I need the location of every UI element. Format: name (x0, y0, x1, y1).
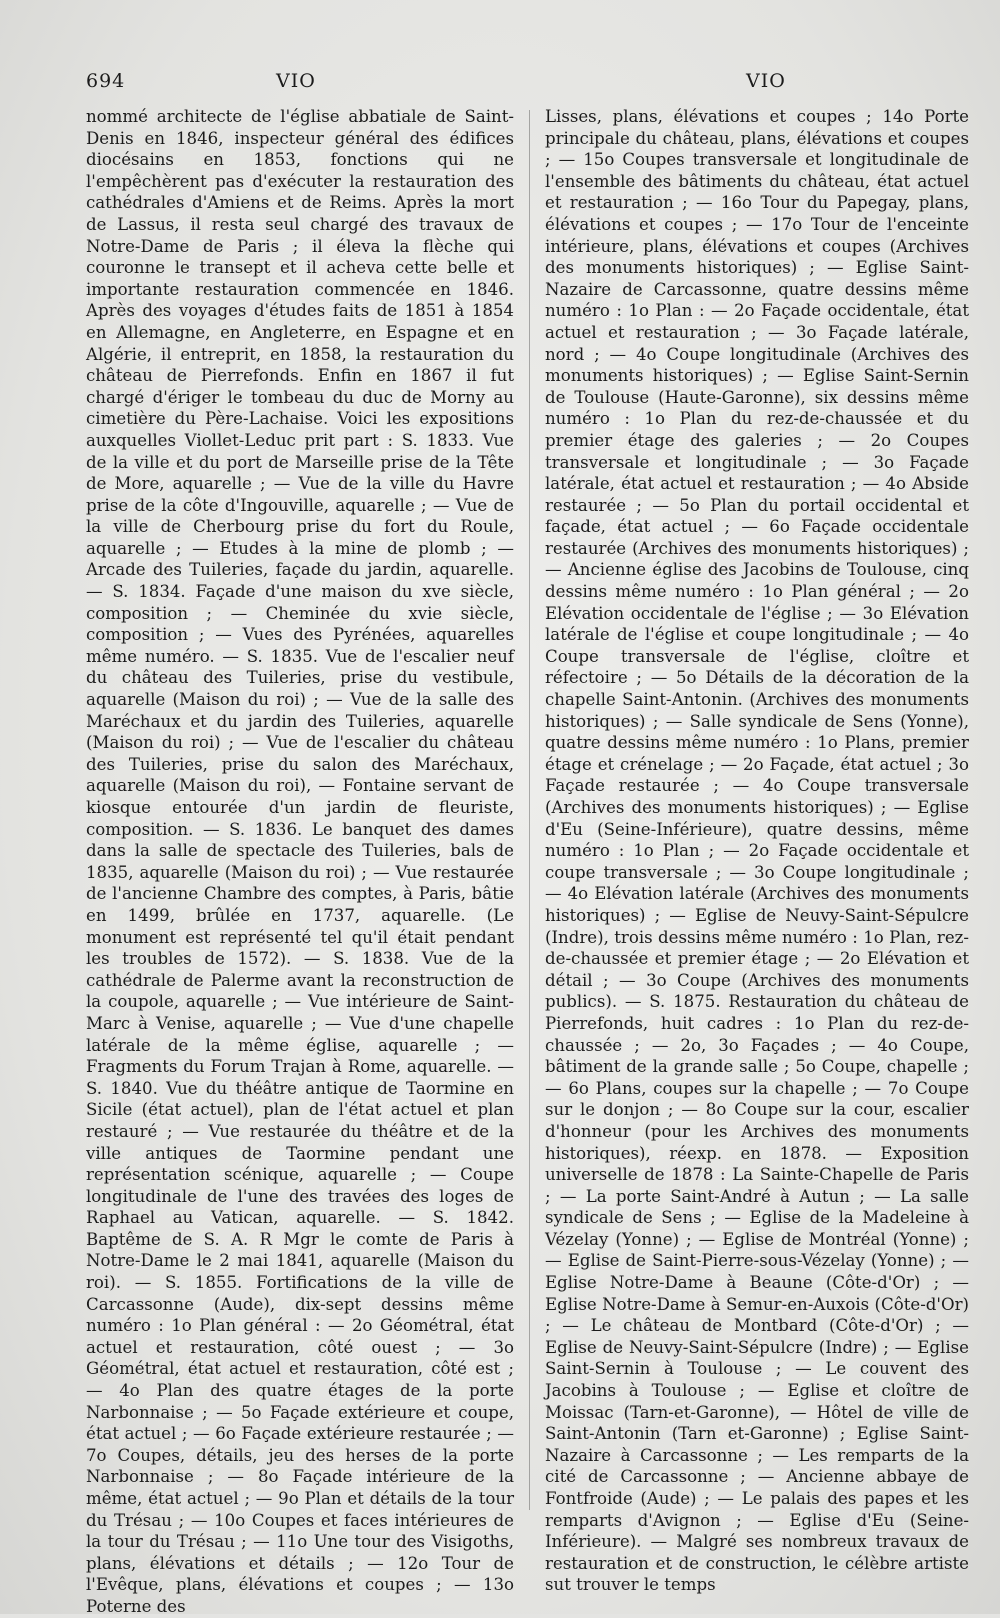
running-title-right: VIO (746, 70, 786, 92)
left-column (86, 106, 514, 1616)
page-number: 694 (86, 70, 126, 92)
right-column (545, 106, 969, 1595)
left-column-text: nommé architecte de l'église abbatiale de Saint-Denis en 1846, inspecteur général des édifices diocésains en 1853, fonctions qui ne l'empêchèrent pas d'exécuter la restauration des cathédrales d'Amiens et de Reims. Après la mort de Lassus, il resta seul chargé des travaux de Notre-Dame de Paris ; il éleva la flèche qui couronne le transept et il acheva cette belle et importante restauration commencée en 1846. Après des voyages d'études faits de 1851 à 1854 en Allemagne, en Angleterre, en Espagne et en Algérie, il entreprit, en 1858, la restauration du château de Pierrefonds. Enfin en 1867 il fut chargé d'ériger le tombeau du duc de Morny au cimetière du Père-Lachaise. Voici les expositions auxquelles Viollet-Leduc prit part : S. 1833. Vue de la ville et du port de Marseille prise de la Tête de More, aquarelle ; — Vue de la ville du Havre prise de la côte d'Ingouville, aquarelle ; — Vue de la ville de Cherbourg prise du fort du Roule, aquarelle ; — Etudes à la mine de plomb ; — Arcade des Tuileries, façade du jardin, aquarelle. — S. 1834. Façade d'une maison du xve siècle, composition ; — Cheminée du xvie siècle, composition ; — Vues des Pyrénées, aquarelles même numéro. — S. 1835. Vue de l'escalier neuf du château des Tuileries, prise du vestibule, aquarelle (Maison du roi) ; — Vue de la salle des Maréchaux et du jardin des Tuileries, aquarelle (Maison du roi) ; — Vue de l'escalier du château des Tuileries, prise du salon des Maréchaux, aquarelle (Maison du roi), — Fontaine servant de kiosque entourée d'un jardin de fleuriste, composition. — S. 1836. Le banquet des dames dans la salle de spectacle des Tuileries, bals de 1835, aquarelle (Maison du roi) ; — Vue restaurée de l'ancienne Chambre des comptes, à Paris, bâtie en 1499, brûlée en 1737, aquarelle. (Le monument est représenté tel qu'il était pendant les troubles de 1572). — S. 1838. Vue de la cathédrale de Palerme avant la reconstruction de la coupole, aquarelle ; — Vue intérieure de Saint-Marc à Venise, aquarelle ; — Vue d'une chapelle latérale de la même église, aquarelle ; — Fragments du Forum Trajan à Rome, aquarelle. — S. 1840. Vue du théâtre antique de Taormine en Sicile (état actuel), plan de l'état actuel et plan restauré ; — Vue restaurée du théâtre et de la ville antiques de Taormine pendant une représentation scénique, aquarelle ; — Coupe longitudinale de l'une des travées des loges de Raphael au Vatican, aquarelle. — S. 1842. Baptême de S. A. R Mgr le comte de Paris à Notre-Dame le 2 mai 1841, aquarelle (Maison du roi). — S. 1855. Fortifications de la ville de Carcassonne (Aude), dix-sept dessins même numéro : 1o Plan général : — 2o Géométral, état actuel et restauration, côté ouest ; — 3o Géométral, état actuel et restauration, côté est ; — 4o Plan des quatre étages de la porte Narbonnaise ; — 5o Façade extérieure et coupe, état actuel ; — 6o Façade extérieure restaurée ; — 7o Coupes, détails, jeu des herses de la porte Narbonnaise ; — 8o Façade intérieure de la même, état actuel ; — 9o Plan et détails de la tour du Trésau ; — 10o Coupes et faces intérieures de la tour du Trésau ; — 11o Une tour des Visigoths, plans, élévations et détails ; — 12o Tour de l'Evêque, plans, élévations et coupes ; — 13o Poterne des (86, 107, 514, 1616)
text-columns (86, 106, 970, 1616)
right-column-text: Lisses, plans, élévations et coupes ; 14o Porte principale du château, plans, élévations et coupes ; — 15o Coupes transversale et longitudinale de l'ensemble des bâtiments du château, état actuel et restauration ; — 16o Tour du Papegay, plans, élévations et coupes ; — 17o Tour de l'enceinte intérieure, plans, élévations et coupes (Archives des monuments historiques) ; — Eglise Saint-Nazaire de Carcassonne, quatre dessins même numéro : 1o Plan : — 2o Façade occidentale, état actuel et restauration ; — 3o Façade latérale, nord ; — 4o Coupe longitudinale (Archives des monuments historiques) ; — Eglise Saint-Sernin de Toulouse (Haute-Garonne), six dessins même numéro : 1o Plan du rez-de-chaussée et du premier étage des galeries ; — 2o Coupes transversale et longitudinale ; — 3o Façade latérale, état actuel et restauration ; — 4o Abside restaurée ; — 5o Plan du portail occidental et façade, état actuel ; — 6o Façade occidentale restaurée (Archives des monuments historiques) ; — Ancienne église des Jacobins de Toulouse, cinq dessins même numéro : 1o Plan général ; — 2o Elévation occidentale de l'église ; — 3o Elévation latérale de l'église et coupe longitudinale ; — 4o Coupe transversale de l'église, cloître et réfectoire ; — 5o Détails de la décoration de la chapelle Saint-Antonin. (Archives des monuments historiques) ; — Salle syndicale de Sens (Yonne), quatre dessins même numéro : 1o Plans, premier étage et crénelage ; — 2o Façade, état actuel ; 3o Façade restaurée ; — 4o Coupe transversale (Archives des monuments historiques) ; — Eglise d'Eu (Seine-Inférieure), quatre dessins, même numéro : 1o Plan ; — 2o Façade occidentale et coupe transversale ; — 3o Coupe longitudinale ; — 4o Elévation latérale (Archives des monuments historiques) ; — Eglise de Neuvy-Saint-Sépulcre (Indre), trois dessins même numéro : 1o Plan, rez-de-chaussée et premier étage ; — 2o Elévation et détail ; — 3o Coupe (Archives des monuments publics). — S. 1875. Restauration du château de Pierrefonds, huit cadres : 1o Plan du rez-de-chaussée ; — 2o, 3o Façades ; — 4o Coupe, bâtiment de la grande salle ; 5o Coupe, chapelle ; — 6o Plans, coupes sur la chapelle ; — 7o Coupe sur le donjon ; — 8o Coupe sur la cour, escalier d'honneur (pour les Archives des monuments historiques), réexp. en 1878. — Exposition universelle de 1878 : La Sainte-Chapelle de Paris ; — La porte Saint-André à Autun ; — La salle syndicale de Sens ; — Eglise de la Madeleine à Vézelay (Yonne) ; — Eglise de Montréal (Yonne) ; — Eglise de Saint-Pierre-sous-Vézelay (Yonne) ; — Eglise Notre-Dame à Beaune (Côte-d'Or) ; — Eglise Notre-Dame à Semur-en-Auxois (Côte-d'Or) ; — Le château de Montbard (Côte-d'Or) ; — Eglise de Neuvy-Saint-Sépulcre (Indre) ; — Eglise Saint-Sernin à Toulouse ; — Le couvent des Jacobins à Toulouse ; — Eglise et cloître de Moissac (Tarn-et-Garonne), — Hôtel de ville de Saint-Antonin (Tarn et-Garonne) ; Eglise Saint-Nazaire à Carcassonne ; — Les remparts de la cité de Carcassonne ; — Ancienne abbaye de Fontfroide (Aude) ; — Le palais des papes et les remparts d'Avignon ; — Eglise d'Eu (Seine-Inférieure). — Malgré ses nombreux travaux de restauration et de construction, le célèbre artiste sut trouver le temps (545, 107, 969, 1595)
running-title-left: VIO (276, 70, 316, 92)
running-head (86, 70, 970, 100)
